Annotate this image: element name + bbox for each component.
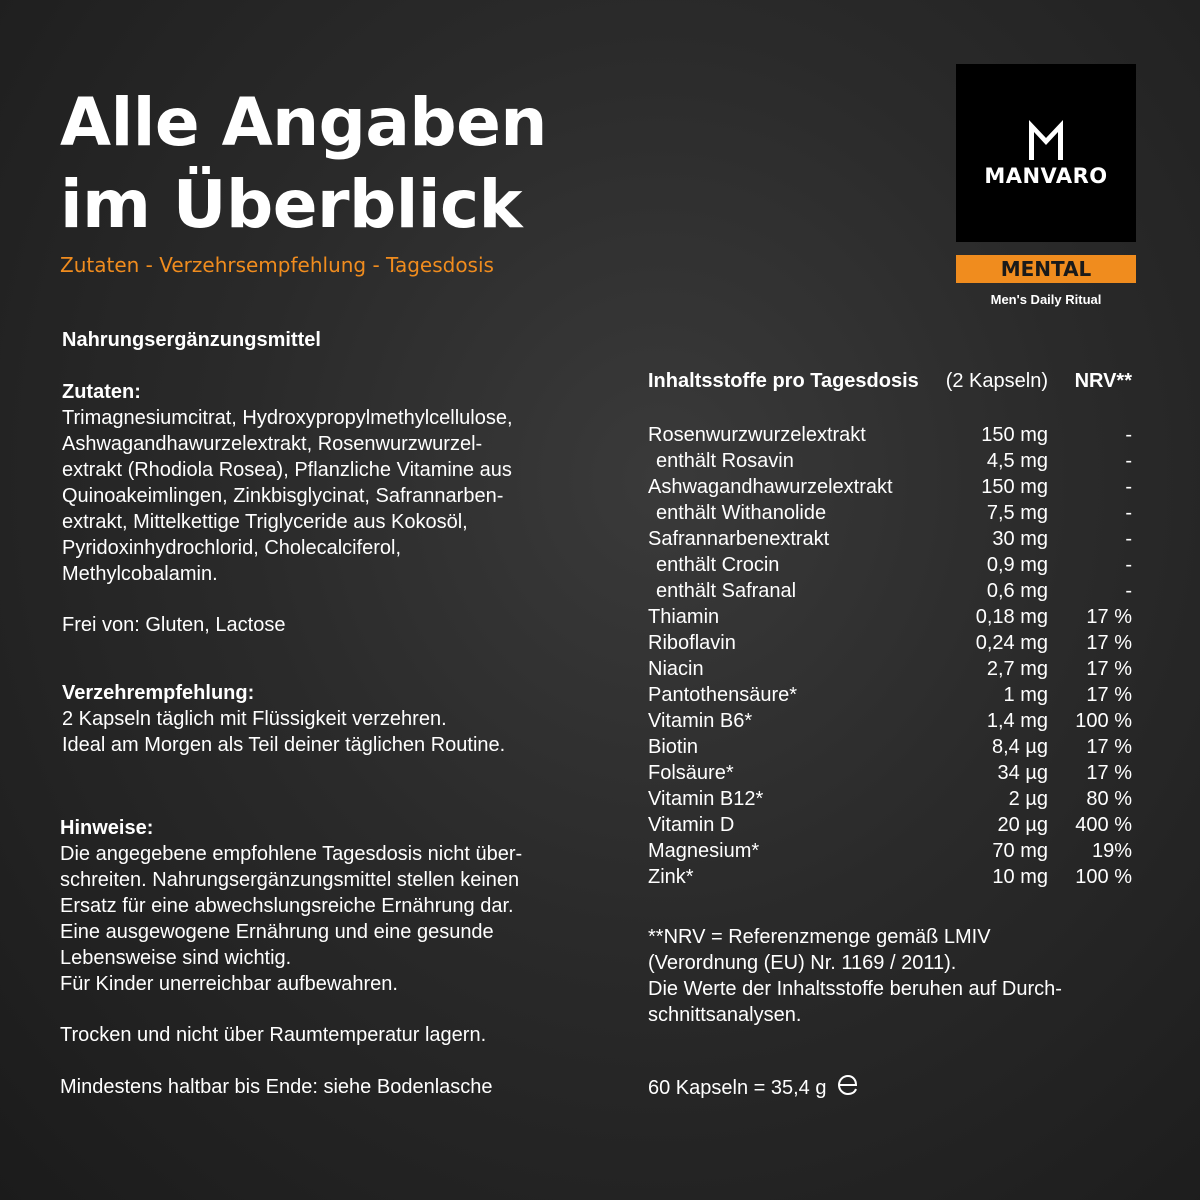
nutrient-name: Niacin — [648, 658, 704, 680]
nutrient-name: enthält Crocin — [656, 554, 780, 576]
table-row — [648, 474, 1138, 500]
nutrient-nrv: 80 % — [1086, 788, 1132, 810]
notes-line: Ersatz für eine abwechslungsreiche Ernährung dar. — [60, 895, 514, 917]
nutrient-amount: 2 µg — [1008, 788, 1048, 810]
nutrient-name: enthält Rosavin — [656, 450, 794, 472]
header-amount: (2 Kapseln) — [945, 370, 1048, 392]
nutrient-nrv: - — [1125, 528, 1132, 550]
nutrient-amount: 1,4 mg — [986, 710, 1048, 732]
nutrient-name: Ashwagandhawurzelextrakt — [648, 476, 893, 498]
ingredients-line: Methylcobalamin. — [62, 563, 218, 585]
notes-text — [60, 841, 522, 997]
nutrient-amount: 0,18 mg — [975, 606, 1048, 628]
table-row — [648, 422, 1138, 448]
table-row — [648, 448, 1138, 474]
storage-note: Trocken und nicht über Raumtemperatur lagern. — [60, 1024, 487, 1046]
nutrient-nrv: - — [1125, 476, 1132, 498]
nutrient-name: Thiamin — [648, 606, 720, 628]
title-line-1: Alle Angaben — [60, 84, 547, 161]
nutrient-nrv: - — [1125, 554, 1132, 576]
header-name: Inhaltsstoffe pro Tagesdosis — [648, 370, 919, 392]
ingredients-line: extrakt, Mittelkettige Triglyceride aus Kokosöl, — [62, 511, 468, 533]
nutrient-amount: 150 mg — [981, 424, 1048, 446]
nutrient-amount: 7,5 mg — [986, 502, 1048, 524]
usage-text — [62, 706, 505, 758]
nutrient-amount: 0,24 mg — [975, 632, 1048, 654]
usage-line: 2 Kapseln täglich mit Flüssigkeit verzehren. — [62, 708, 447, 730]
footnote-line: (Verordnung (EU) Nr. 1169 / 2011). — [648, 952, 957, 974]
table-row — [648, 526, 1138, 552]
nutrient-nrv: - — [1125, 424, 1132, 446]
table-row — [648, 864, 1138, 890]
estimated-sign-icon — [836, 1073, 860, 1104]
page-subtitle: Zutaten - Verzehrsempfehlung - Tagesdosis — [60, 253, 494, 277]
table-row — [648, 812, 1138, 838]
m-logo-icon — [1029, 120, 1063, 160]
footnote-line: **NRV = Referenzmenge gemäß LMIV — [648, 926, 991, 948]
notes-line: Eine ausgewogene Ernährung und eine gesunde — [60, 921, 494, 943]
nutrient-nrv: - — [1125, 450, 1132, 472]
ingredients-section — [62, 379, 513, 587]
usage-section — [62, 680, 505, 758]
nutrient-amount: 20 µg — [997, 814, 1048, 836]
nutrient-nrv: 17 % — [1086, 606, 1132, 628]
free-from: Frei von: Gluten, Lactose — [62, 614, 286, 636]
nutrient-amount: 70 mg — [992, 840, 1048, 862]
usage-line: Ideal am Morgen als Teil deiner täglichen Routine. — [62, 734, 506, 756]
nutrient-name: Folsäure* — [648, 762, 734, 784]
nutrient-amount: 4,5 mg — [986, 450, 1048, 472]
notes-line: Lebensweise sind wichtig. — [60, 947, 292, 969]
nutrient-amount: 8,4 µg — [991, 736, 1048, 758]
nutrient-amount: 150 mg — [981, 476, 1048, 498]
nutrient-nrv: - — [1125, 580, 1132, 602]
brand-name: MANVARO — [984, 164, 1108, 188]
table-row — [648, 734, 1138, 760]
notes-line: Für Kinder unerreichbar aufbewahren. — [60, 973, 398, 995]
table-row — [648, 630, 1138, 656]
nutrient-amount: 2,7 mg — [986, 658, 1048, 680]
notes-line: schreiten. Nahrungsergänzungsmittel stellen keinen — [60, 869, 520, 891]
nutrient-name: Safrannarbenextrakt — [648, 528, 830, 550]
nutrient-nrv: 400 % — [1075, 814, 1132, 836]
table-row — [648, 656, 1138, 682]
nutrient-name: Vitamin D — [648, 814, 735, 836]
product-badge: MENTAL — [956, 255, 1136, 283]
net-quantity — [648, 1073, 860, 1104]
table-row — [648, 552, 1138, 578]
table-header — [648, 370, 1138, 396]
nutrient-name: Riboflavin — [648, 632, 736, 654]
table-row — [648, 838, 1138, 864]
nutrient-name: Magnesium* — [648, 840, 760, 862]
nutrient-name: enthält Safranal — [656, 580, 797, 602]
category-label: Nahrungsergänzungsmittel — [62, 329, 321, 351]
ingredients-line: Quinoakeimlingen, Zinkbisglycinat, Safrannarben- — [62, 485, 504, 507]
nutrient-amount: 10 mg — [992, 866, 1048, 888]
table-row — [648, 682, 1138, 708]
table-row — [648, 786, 1138, 812]
nutrient-name: Pantothensäure* — [648, 684, 798, 706]
ingredients-line: Ashwagandhawurzelextrakt, Rosenwurzwurzel- — [62, 433, 483, 455]
best-before-note: Mindestens haltbar bis Ende: siehe Bodenlasche — [60, 1076, 493, 1098]
nutrient-nrv: 17 % — [1086, 658, 1132, 680]
nutrient-nrv: 100 % — [1075, 710, 1132, 732]
nutrient-name: Biotin — [648, 736, 699, 758]
footnote-line: schnittsanalysen. — [648, 1004, 802, 1026]
table-row — [648, 500, 1138, 526]
table-row — [648, 604, 1138, 630]
notes-section — [60, 815, 522, 997]
nutrient-name: Vitamin B6* — [648, 710, 753, 732]
nutrient-name: Vitamin B12* — [648, 788, 764, 810]
nutrient-amount: 1 mg — [1003, 684, 1048, 706]
nutrient-amount: 0,9 mg — [986, 554, 1048, 576]
footnote-line: Die Werte der Inhaltsstoffe beruhen auf Durch- — [648, 978, 1062, 1000]
page-title — [60, 82, 547, 246]
table-row — [648, 760, 1138, 786]
nutrient-amount: 30 mg — [992, 528, 1048, 550]
nutrient-table — [648, 370, 1138, 890]
brand-logo — [956, 64, 1136, 242]
notes-line: Die angegebene empfohlene Tagesdosis nicht über- — [60, 843, 523, 865]
ingredients-line: Trimagnesiumcitrat, Hydroxypropylmethylcellulose, — [62, 407, 513, 429]
notes-heading: Hinweise: — [60, 817, 154, 839]
nutrient-amount: 34 µg — [997, 762, 1048, 784]
nutrient-nrv: 17 % — [1086, 762, 1132, 784]
brand-tagline: Men's Daily Ritual — [990, 292, 1102, 307]
title-line-2: im Überblick — [60, 166, 523, 243]
table-body — [648, 422, 1138, 890]
nutrient-nrv: 17 % — [1086, 632, 1132, 654]
net-quantity-text: 60 Kapseln = 35,4 g — [648, 1076, 827, 1099]
header-nrv: NRV** — [1074, 370, 1132, 392]
ingredients-heading: Zutaten: — [62, 381, 141, 403]
nutrient-nrv: 17 % — [1086, 684, 1132, 706]
nutrient-name: Rosenwurzwurzelextrakt — [648, 424, 866, 446]
table-row — [648, 578, 1138, 604]
ingredients-text — [62, 405, 513, 587]
ingredients-line: Pyridoxinhydrochlorid, Cholecalciferol, — [62, 537, 402, 559]
ingredients-line: extrakt (Rhodiola Rosea), Pflanzliche Vitamine aus — [62, 459, 512, 481]
nutrient-nrv: 17 % — [1086, 736, 1132, 758]
nutrient-amount: 0,6 mg — [986, 580, 1048, 602]
usage-heading: Verzehrempfehlung: — [62, 682, 255, 704]
nutrient-nrv: 19% — [1091, 840, 1132, 862]
table-row — [648, 708, 1138, 734]
nutrient-name: enthält Withanolide — [656, 502, 827, 524]
nutrient-nrv: 100 % — [1075, 866, 1132, 888]
nutrient-name: Zink* — [648, 866, 694, 888]
nrv-footnote — [648, 924, 1062, 1028]
nutrient-nrv: - — [1125, 502, 1132, 524]
